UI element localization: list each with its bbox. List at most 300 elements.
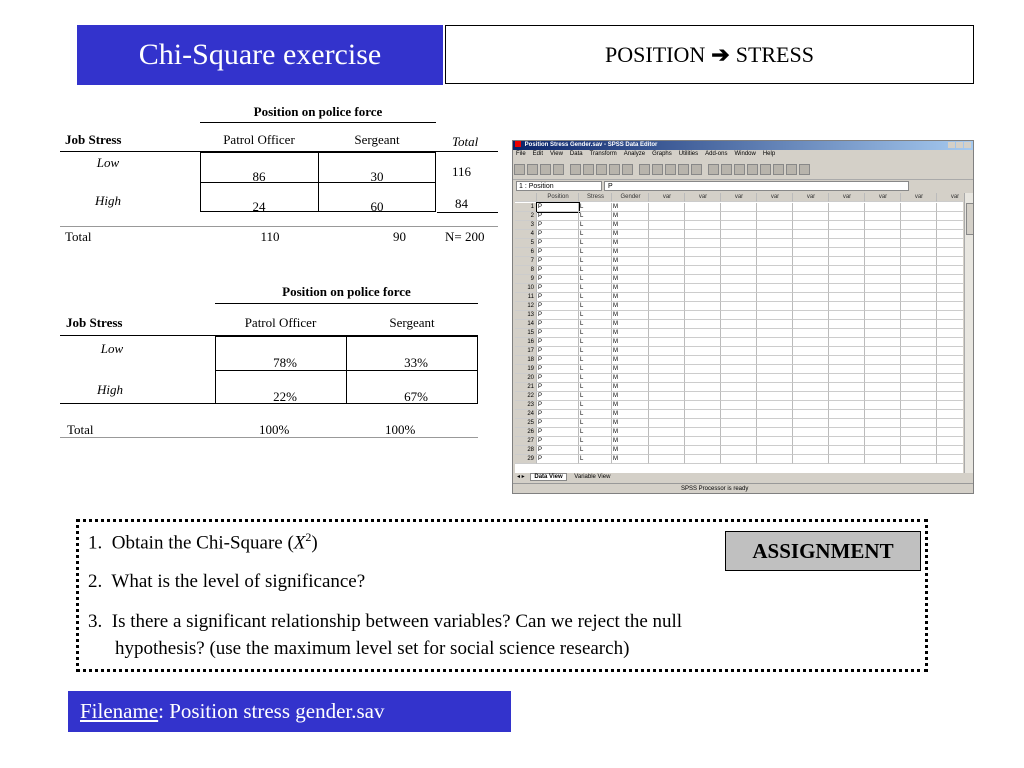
- spss-menu-analyze[interactable]: Analyze: [623, 151, 646, 157]
- grid-cell[interactable]: [865, 239, 901, 248]
- grid-cell[interactable]: [685, 257, 721, 266]
- grid-cell[interactable]: [937, 410, 963, 419]
- grid-cell[interactable]: M: [612, 284, 649, 293]
- grid-cell[interactable]: M: [612, 446, 649, 455]
- grid-cell[interactable]: [865, 284, 901, 293]
- grid-cell[interactable]: P: [537, 275, 579, 284]
- grid-cell[interactable]: L: [579, 266, 612, 275]
- grid-cell[interactable]: [685, 320, 721, 329]
- grid-cell[interactable]: L: [579, 212, 612, 221]
- grid-cell[interactable]: [685, 437, 721, 446]
- grid-cell[interactable]: [793, 392, 829, 401]
- grid-column-header[interactable]: var: [865, 193, 901, 202]
- grid-row-number[interactable]: 2: [515, 212, 537, 221]
- grid-cell[interactable]: [793, 302, 829, 311]
- grid-cell[interactable]: [757, 419, 793, 428]
- grid-cell[interactable]: [865, 446, 901, 455]
- grid-row-number[interactable]: 29: [515, 455, 537, 464]
- spss-toolbar-button-icon[interactable]: [721, 164, 732, 175]
- grid-column-header[interactable]: var: [757, 193, 793, 202]
- grid-cell[interactable]: [901, 428, 937, 437]
- grid-cell[interactable]: L: [579, 338, 612, 347]
- grid-cell[interactable]: [937, 383, 963, 392]
- grid-column-header[interactable]: Position: [537, 193, 579, 202]
- grid-cell[interactable]: [937, 311, 963, 320]
- grid-cell[interactable]: [865, 266, 901, 275]
- grid-cell[interactable]: [757, 347, 793, 356]
- grid-cell[interactable]: [937, 212, 963, 221]
- spss-toolbar-button-icon[interactable]: [708, 164, 719, 175]
- grid-cell[interactable]: [937, 266, 963, 275]
- spss-toolbar-button-icon[interactable]: [665, 164, 676, 175]
- grid-cell[interactable]: [685, 248, 721, 257]
- grid-cell[interactable]: [757, 356, 793, 365]
- grid-cell[interactable]: P: [537, 437, 579, 446]
- grid-cell[interactable]: L: [579, 221, 612, 230]
- grid-cell[interactable]: [685, 374, 721, 383]
- grid-cell[interactable]: [901, 239, 937, 248]
- spss-menu-graphs[interactable]: Graphs: [652, 151, 672, 157]
- grid-cell[interactable]: P: [537, 374, 579, 383]
- grid-cell[interactable]: [649, 347, 685, 356]
- grid-cell[interactable]: [901, 266, 937, 275]
- grid-cell[interactable]: [937, 338, 963, 347]
- grid-cell[interactable]: [901, 419, 937, 428]
- grid-cell[interactable]: [685, 230, 721, 239]
- grid-cell[interactable]: M: [612, 203, 649, 212]
- grid-cell[interactable]: [757, 293, 793, 302]
- grid-cell[interactable]: L: [579, 356, 612, 365]
- grid-row-number[interactable]: 24: [515, 410, 537, 419]
- grid-cell[interactable]: [901, 320, 937, 329]
- grid-cell[interactable]: [829, 410, 865, 419]
- grid-cell[interactable]: M: [612, 419, 649, 428]
- grid-cell[interactable]: M: [612, 266, 649, 275]
- grid-cell[interactable]: [937, 275, 963, 284]
- grid-cell[interactable]: [865, 302, 901, 311]
- grid-cell[interactable]: [757, 221, 793, 230]
- grid-cell[interactable]: [757, 302, 793, 311]
- spss-menu-view[interactable]: View: [550, 151, 563, 157]
- grid-column-header[interactable]: Gender: [612, 193, 649, 202]
- grid-column-header[interactable]: var: [685, 193, 721, 202]
- grid-cell[interactable]: P: [537, 455, 579, 464]
- grid-cell[interactable]: [829, 212, 865, 221]
- grid-row-number[interactable]: 14: [515, 320, 537, 329]
- grid-cell[interactable]: L: [579, 248, 612, 257]
- grid-cell[interactable]: P: [537, 428, 579, 437]
- grid-cell[interactable]: [685, 266, 721, 275]
- grid-cell[interactable]: [793, 446, 829, 455]
- grid-cell[interactable]: M: [612, 329, 649, 338]
- grid-cell[interactable]: M: [612, 392, 649, 401]
- grid-cell[interactable]: [829, 311, 865, 320]
- grid-cell[interactable]: [793, 293, 829, 302]
- grid-column-header[interactable]: var: [721, 193, 757, 202]
- grid-cell[interactable]: P: [537, 446, 579, 455]
- grid-cell[interactable]: L: [579, 383, 612, 392]
- grid-cell[interactable]: [937, 221, 963, 230]
- grid-column-header[interactable]: var: [937, 193, 963, 202]
- tab-nav-icon[interactable]: ◂ ▸: [517, 474, 525, 480]
- grid-cell[interactable]: [721, 239, 757, 248]
- grid-cell[interactable]: [757, 455, 793, 464]
- grid-cell[interactable]: [757, 248, 793, 257]
- grid-cell[interactable]: [721, 248, 757, 257]
- grid-cell[interactable]: P: [537, 347, 579, 356]
- spss-menu-file[interactable]: File: [516, 151, 526, 157]
- grid-cell[interactable]: [829, 239, 865, 248]
- grid-cell[interactable]: L: [579, 410, 612, 419]
- grid-cell[interactable]: M: [612, 347, 649, 356]
- grid-cell[interactable]: [829, 365, 865, 374]
- grid-cell[interactable]: P: [537, 257, 579, 266]
- spss-menu-transform[interactable]: Transform: [589, 151, 617, 157]
- grid-cell[interactable]: [757, 311, 793, 320]
- grid-cell[interactable]: [937, 203, 963, 212]
- grid-cell[interactable]: [901, 203, 937, 212]
- grid-cell[interactable]: [793, 320, 829, 329]
- grid-row-number[interactable]: 20: [515, 374, 537, 383]
- grid-cell[interactable]: [829, 392, 865, 401]
- grid-cell[interactable]: [865, 257, 901, 266]
- grid-cell[interactable]: [829, 437, 865, 446]
- grid-cell[interactable]: [901, 356, 937, 365]
- grid-cell[interactable]: [865, 401, 901, 410]
- grid-cell[interactable]: [757, 212, 793, 221]
- grid-cell[interactable]: [901, 455, 937, 464]
- grid-cell[interactable]: [865, 383, 901, 392]
- spss-toolbar-button-icon[interactable]: [786, 164, 797, 175]
- grid-cell[interactable]: [721, 455, 757, 464]
- spss-menu-window[interactable]: Window: [734, 151, 756, 157]
- grid-cell[interactable]: [901, 248, 937, 257]
- grid-cell[interactable]: [757, 320, 793, 329]
- grid-cell[interactable]: [865, 203, 901, 212]
- grid-cell[interactable]: [649, 446, 685, 455]
- grid-row-number[interactable]: 4: [515, 230, 537, 239]
- grid-cell[interactable]: [721, 311, 757, 320]
- grid-cell[interactable]: [865, 293, 901, 302]
- grid-cell[interactable]: [829, 419, 865, 428]
- grid-cell[interactable]: [865, 248, 901, 257]
- grid-cell[interactable]: P: [537, 329, 579, 338]
- grid-row-number[interactable]: 17: [515, 347, 537, 356]
- grid-column-header[interactable]: Stress: [579, 193, 612, 202]
- grid-cell[interactable]: [829, 248, 865, 257]
- grid-cell[interactable]: [829, 374, 865, 383]
- grid-cell[interactable]: [901, 347, 937, 356]
- grid-cell[interactable]: [793, 455, 829, 464]
- grid-cell[interactable]: P: [537, 311, 579, 320]
- grid-row-number[interactable]: 3: [515, 221, 537, 230]
- grid-cell[interactable]: L: [579, 428, 612, 437]
- grid-cell[interactable]: [901, 221, 937, 230]
- grid-cell[interactable]: P: [537, 239, 579, 248]
- grid-cell[interactable]: L: [579, 437, 612, 446]
- grid-row-number[interactable]: 26: [515, 428, 537, 437]
- grid-cell[interactable]: [721, 419, 757, 428]
- grid-row-number[interactable]: 11: [515, 293, 537, 302]
- grid-cell[interactable]: [685, 203, 721, 212]
- grid-cell[interactable]: [685, 212, 721, 221]
- grid-cell[interactable]: [721, 293, 757, 302]
- grid-cell[interactable]: [721, 437, 757, 446]
- grid-cell[interactable]: M: [612, 455, 649, 464]
- grid-cell[interactable]: [865, 311, 901, 320]
- grid-cell[interactable]: [721, 356, 757, 365]
- grid-cell[interactable]: [829, 338, 865, 347]
- grid-cell[interactable]: L: [579, 239, 612, 248]
- grid-row-number[interactable]: 7: [515, 257, 537, 266]
- grid-cell[interactable]: [757, 437, 793, 446]
- grid-cell[interactable]: M: [612, 302, 649, 311]
- grid-cell[interactable]: [793, 329, 829, 338]
- grid-cell[interactable]: [865, 329, 901, 338]
- grid-cell[interactable]: [937, 437, 963, 446]
- grid-row-number[interactable]: 1: [515, 203, 537, 212]
- grid-cell[interactable]: [757, 410, 793, 419]
- grid-cell[interactable]: [649, 320, 685, 329]
- grid-cell[interactable]: P: [537, 203, 579, 212]
- grid-cell[interactable]: [649, 392, 685, 401]
- grid-cell[interactable]: [721, 383, 757, 392]
- grid-cell[interactable]: [901, 365, 937, 374]
- grid-cell[interactable]: L: [579, 257, 612, 266]
- grid-row-number[interactable]: 23: [515, 401, 537, 410]
- grid-cell[interactable]: P: [537, 266, 579, 275]
- grid-cell[interactable]: [757, 257, 793, 266]
- grid-cell[interactable]: [721, 275, 757, 284]
- grid-cell[interactable]: [865, 356, 901, 365]
- grid-cell[interactable]: [901, 302, 937, 311]
- maximize-icon[interactable]: [956, 142, 963, 148]
- grid-cell[interactable]: M: [612, 275, 649, 284]
- grid-cell[interactable]: P: [537, 419, 579, 428]
- grid-cell[interactable]: [901, 230, 937, 239]
- grid-cell[interactable]: P: [537, 230, 579, 239]
- grid-cell[interactable]: [865, 455, 901, 464]
- grid-cell[interactable]: [757, 275, 793, 284]
- grid-cell[interactable]: [901, 401, 937, 410]
- grid-cell[interactable]: [937, 257, 963, 266]
- grid-cell[interactable]: [721, 365, 757, 374]
- grid-cell[interactable]: [685, 392, 721, 401]
- grid-cell[interactable]: [901, 338, 937, 347]
- grid-cell[interactable]: [901, 329, 937, 338]
- grid-cell[interactable]: P: [537, 284, 579, 293]
- grid-cell[interactable]: [685, 221, 721, 230]
- grid-cell[interactable]: [649, 302, 685, 311]
- grid-cell[interactable]: [937, 392, 963, 401]
- grid-cell[interactable]: [829, 428, 865, 437]
- grid-cell[interactable]: [937, 365, 963, 374]
- grid-row-number[interactable]: 18: [515, 356, 537, 365]
- grid-cell[interactable]: M: [612, 338, 649, 347]
- grid-cell[interactable]: [937, 248, 963, 257]
- grid-cell[interactable]: [901, 374, 937, 383]
- grid-cell[interactable]: [685, 284, 721, 293]
- grid-cell[interactable]: M: [612, 257, 649, 266]
- grid-cell[interactable]: P: [537, 221, 579, 230]
- grid-cell[interactable]: [721, 374, 757, 383]
- grid-cell[interactable]: P: [537, 248, 579, 257]
- grid-cell[interactable]: P: [537, 338, 579, 347]
- grid-cell[interactable]: [829, 383, 865, 392]
- grid-cell[interactable]: M: [612, 293, 649, 302]
- spss-menu-help[interactable]: Help: [762, 151, 776, 157]
- grid-cell[interactable]: [793, 437, 829, 446]
- grid-cell[interactable]: [649, 329, 685, 338]
- grid-cell[interactable]: [757, 428, 793, 437]
- grid-row-number[interactable]: 6: [515, 248, 537, 257]
- grid-cell[interactable]: [649, 374, 685, 383]
- grid-cell[interactable]: [829, 302, 865, 311]
- grid-cell[interactable]: [865, 230, 901, 239]
- grid-cell[interactable]: [757, 203, 793, 212]
- grid-cell[interactable]: [649, 284, 685, 293]
- grid-row-number[interactable]: 21: [515, 383, 537, 392]
- grid-cell[interactable]: M: [612, 428, 649, 437]
- grid-cell[interactable]: [649, 266, 685, 275]
- grid-cell[interactable]: L: [579, 293, 612, 302]
- grid-row-number[interactable]: 5: [515, 239, 537, 248]
- grid-cell[interactable]: [793, 230, 829, 239]
- grid-cell[interactable]: [649, 293, 685, 302]
- spss-toolbar-button-icon[interactable]: [514, 164, 525, 175]
- grid-cell[interactable]: [721, 329, 757, 338]
- grid-cell[interactable]: L: [579, 374, 612, 383]
- grid-cell[interactable]: M: [612, 356, 649, 365]
- grid-cell[interactable]: [901, 257, 937, 266]
- grid-cell[interactable]: M: [612, 320, 649, 329]
- grid-cell[interactable]: [793, 257, 829, 266]
- spss-menu-add-ons[interactable]: Add-ons: [705, 151, 728, 157]
- grid-cell[interactable]: [937, 329, 963, 338]
- grid-cell[interactable]: [829, 356, 865, 365]
- grid-cell[interactable]: [757, 401, 793, 410]
- grid-cell[interactable]: P: [537, 356, 579, 365]
- grid-cell[interactable]: [937, 239, 963, 248]
- spss-toolbar-button-icon[interactable]: [622, 164, 633, 175]
- grid-cell[interactable]: L: [579, 392, 612, 401]
- grid-cell[interactable]: P: [537, 392, 579, 401]
- grid-cell[interactable]: [937, 419, 963, 428]
- grid-cell[interactable]: [937, 428, 963, 437]
- grid-cell[interactable]: [901, 293, 937, 302]
- grid-cell[interactable]: [685, 275, 721, 284]
- grid-cell[interactable]: [685, 338, 721, 347]
- grid-cell[interactable]: [937, 401, 963, 410]
- grid-cell[interactable]: [649, 437, 685, 446]
- grid-cell[interactable]: [757, 230, 793, 239]
- spss-toolbar-button-icon[interactable]: [553, 164, 564, 175]
- grid-row-number[interactable]: 15: [515, 329, 537, 338]
- grid-row-number[interactable]: 9: [515, 275, 537, 284]
- grid-cell[interactable]: [901, 437, 937, 446]
- minimize-icon[interactable]: [948, 142, 955, 148]
- grid-cell[interactable]: [721, 221, 757, 230]
- grid-cell[interactable]: [793, 383, 829, 392]
- grid-column-header[interactable]: var: [649, 193, 685, 202]
- grid-cell[interactable]: [829, 293, 865, 302]
- grid-cell[interactable]: [937, 374, 963, 383]
- grid-row-number[interactable]: 12: [515, 302, 537, 311]
- grid-cell[interactable]: [865, 392, 901, 401]
- grid-cell[interactable]: [865, 428, 901, 437]
- grid-cell[interactable]: [793, 203, 829, 212]
- grid-cell[interactable]: [865, 365, 901, 374]
- grid-cell[interactable]: L: [579, 302, 612, 311]
- spss-menu-edit[interactable]: Edit: [532, 151, 544, 157]
- grid-cell[interactable]: [793, 266, 829, 275]
- grid-cell[interactable]: [937, 356, 963, 365]
- grid-cell[interactable]: [865, 320, 901, 329]
- grid-cell[interactable]: [721, 257, 757, 266]
- grid-cell[interactable]: [829, 221, 865, 230]
- grid-cell[interactable]: [865, 338, 901, 347]
- grid-cell[interactable]: [829, 347, 865, 356]
- grid-cell[interactable]: [649, 257, 685, 266]
- grid-cell[interactable]: [649, 455, 685, 464]
- grid-cell[interactable]: [829, 230, 865, 239]
- grid-cell[interactable]: M: [612, 383, 649, 392]
- scroll-thumb[interactable]: [966, 203, 974, 235]
- grid-cell[interactable]: [757, 329, 793, 338]
- grid-cell[interactable]: L: [579, 401, 612, 410]
- grid-cell[interactable]: [793, 221, 829, 230]
- spss-toolbar-button-icon[interactable]: [760, 164, 771, 175]
- grid-cell[interactable]: M: [612, 230, 649, 239]
- grid-cell[interactable]: [937, 446, 963, 455]
- grid-column-header[interactable]: var: [829, 193, 865, 202]
- grid-cell[interactable]: [793, 338, 829, 347]
- spss-toolbar-button-icon[interactable]: [678, 164, 689, 175]
- grid-cell[interactable]: [685, 329, 721, 338]
- spss-vertical-scrollbar[interactable]: [964, 193, 973, 473]
- spss-toolbar-button-icon[interactable]: [583, 164, 594, 175]
- grid-column-header[interactable]: var: [901, 193, 937, 202]
- grid-cell[interactable]: P: [537, 410, 579, 419]
- grid-cell[interactable]: [829, 275, 865, 284]
- grid-cell[interactable]: M: [612, 437, 649, 446]
- grid-cell[interactable]: [757, 239, 793, 248]
- grid-cell[interactable]: P: [537, 320, 579, 329]
- grid-cell[interactable]: [757, 338, 793, 347]
- grid-cell[interactable]: [721, 347, 757, 356]
- grid-cell[interactable]: [829, 329, 865, 338]
- grid-cell[interactable]: P: [537, 302, 579, 311]
- grid-cell[interactable]: [901, 275, 937, 284]
- grid-cell[interactable]: [685, 356, 721, 365]
- grid-cell[interactable]: [865, 374, 901, 383]
- spss-toolbar-button-icon[interactable]: [691, 164, 702, 175]
- grid-cell[interactable]: [649, 356, 685, 365]
- close-icon[interactable]: [964, 142, 971, 148]
- grid-cell[interactable]: [649, 428, 685, 437]
- grid-cell[interactable]: [721, 446, 757, 455]
- grid-cell[interactable]: [793, 239, 829, 248]
- grid-cell[interactable]: [937, 347, 963, 356]
- grid-cell[interactable]: [721, 284, 757, 293]
- grid-cell[interactable]: P: [537, 293, 579, 302]
- grid-row-number[interactable]: 13: [515, 311, 537, 320]
- grid-cell[interactable]: [829, 455, 865, 464]
- grid-cell[interactable]: [757, 266, 793, 275]
- grid-cell[interactable]: [793, 248, 829, 257]
- grid-cell[interactable]: [649, 275, 685, 284]
- grid-cell[interactable]: [937, 455, 963, 464]
